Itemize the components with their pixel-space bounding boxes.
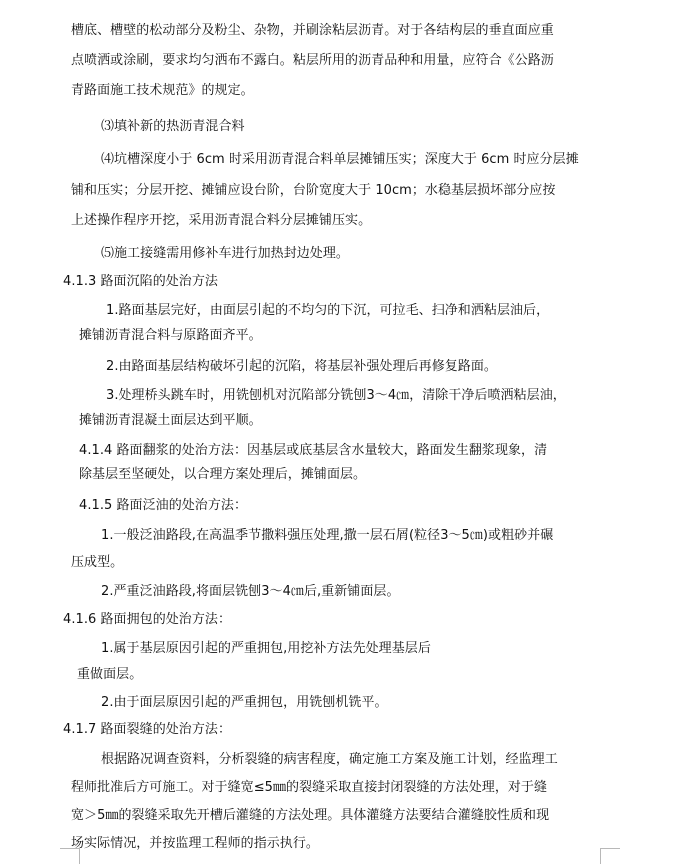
body-line: 点喷洒或涂刷，要求均匀洒布不露白。粘层所用的沥青品种和用量，应符合《公路沥 — [71, 53, 554, 68]
body-line: 2.由于面层原因引起的严重拥包，用铣刨机铣平。 — [101, 695, 388, 710]
corner-mark-bottom-right-h — [600, 848, 620, 849]
body-line: 1.属于基层原因引起的严重拥包,用挖补方法先处理基层后 — [101, 641, 431, 656]
body-line: 宽＞5㎜的裂缝采取先开槽后灌缝的方法处理。具体灌缝方法要结合灌缝胶性质和现 — [71, 808, 550, 823]
body-line: 除基层至坚硬处，以合理方案处理后，摊铺面层。 — [79, 467, 367, 482]
body-line: ⑷坑槽深度小于 6cm 时采用沥青混合料单层摊铺压实；深度大于 6cm 时应分层摊 — [101, 152, 579, 167]
body-line: 铺和压实；分层开挖、摊铺应设台阶，台阶宽度大于 10cm；水稳基层损坏部分应按 — [71, 183, 556, 198]
section-heading: 4.1.4 路面翻浆的处治方法：因基层或底基层含水量较大，路面发生翻浆现象，清 — [79, 443, 548, 458]
body-line: 青路面施工技术规范》的规定。 — [71, 83, 254, 98]
body-line: 程师批准后方可施工。对于缝宽≤5㎜的裂缝采取直接封闭裂缝的方法处理，对于缝 — [71, 780, 548, 795]
body-line: 3.处理桥头跳车时，用铣刨机对沉陷部分铣刨3～4㎝，清除干净后喷洒粘层油， — [106, 388, 566, 403]
section-heading: 4.1.3 路面沉陷的处治方法 — [63, 274, 218, 289]
body-line: 1.路面基层完好，由面层引起的不均匀的下沉，可拉毛、扫净和洒粘层油后， — [106, 303, 550, 318]
section-heading: 4.1.5 路面泛油的处治方法： — [79, 498, 248, 513]
section-heading: 4.1.6 路面拥包的处治方法： — [63, 612, 232, 627]
body-line: 槽底、槽壁的松动部分及粉尘、杂物，并刷涂粘层沥青。对于各结构层的垂直面应重 — [71, 23, 554, 38]
corner-mark-bottom-right-v — [600, 848, 601, 864]
body-line: 根据路况调查资料，分析裂缝的病害程度，确定施工方案及施工计划，经监理工 — [101, 752, 558, 767]
body-line: ⑸施工接缝需用修补车进行加热封边处理。 — [101, 246, 349, 261]
body-line: 摊铺沥青混凝土面层达到平顺。 — [79, 413, 262, 428]
body-line: ⑶填补新的热沥青混合料 — [101, 119, 245, 134]
body-line: 上述操作程序开挖，采用沥青混合料分层摊铺压实。 — [71, 213, 372, 228]
body-line: 压成型。 — [71, 555, 124, 570]
body-line: 重做面层。 — [77, 667, 143, 682]
body-line: 2.由路面基层结构破坏引起的沉陷，将基层补强处理后再修复路面。 — [106, 359, 497, 374]
body-line: 2.严重泛油路段,将面层铣刨3～4㎝后,重新铺面层。 — [101, 584, 400, 599]
body-line: 摊铺沥青混合料与原路面齐平。 — [79, 328, 262, 343]
body-line: 1.一般泛油路段,在高温季节撒料强压处理,撒一层石屑(粒径3～5㎝)或粗砂并碾 — [101, 528, 554, 543]
section-heading: 4.1.7 路面裂缝的处治方法： — [63, 722, 232, 737]
body-line: 场实际情况，并按监理工程师的指示执行。 — [71, 836, 319, 851]
